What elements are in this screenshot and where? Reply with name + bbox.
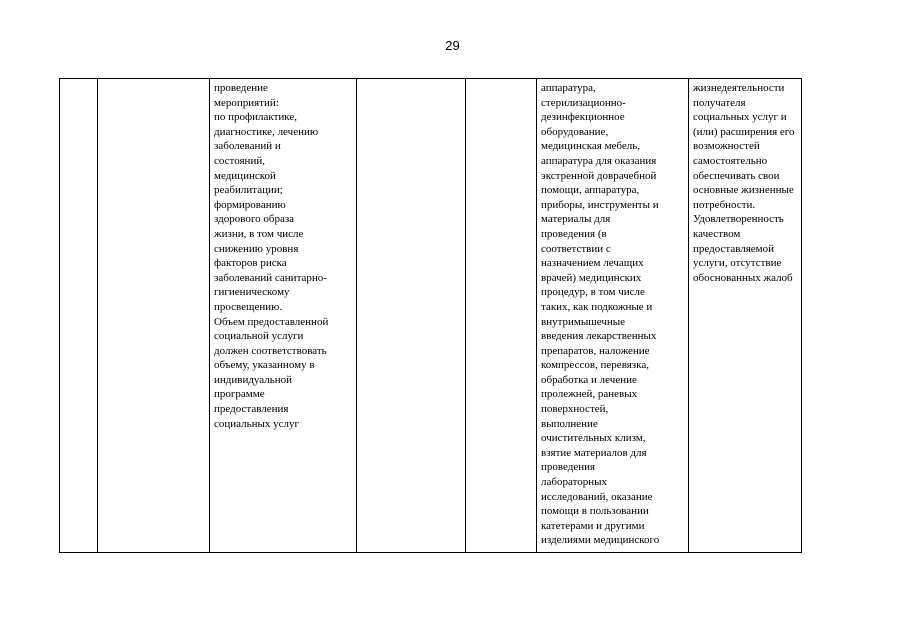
cell-text-line: катетерами и другими <box>541 519 645 532</box>
cell-text-line: соответствии с <box>541 242 611 255</box>
cell-service-name <box>98 79 210 553</box>
services-table <box>59 78 802 553</box>
cell-text-line: заболеваний и <box>214 140 281 153</box>
cell-text-line: предоставления <box>214 403 289 416</box>
cell-text-line: здорового образа <box>214 213 295 226</box>
table-row <box>60 79 802 553</box>
cell-text-line: заболеваний санитарно- <box>214 271 327 284</box>
cell-text-line: выполнение <box>541 417 598 430</box>
cell-text-line: помощи в пользовании <box>541 505 649 518</box>
cell-text-line: аппаратура для оказания <box>541 154 657 167</box>
cell-text-line: дезинфекционное <box>541 111 625 124</box>
cell-rate <box>466 79 537 553</box>
cell-quality-indicators <box>689 79 802 553</box>
cell-text-line: возможностей <box>693 140 760 153</box>
cell-text-line: таких, как подкожные и <box>541 300 653 313</box>
cell-text-line: врачей) медицинских <box>541 271 642 284</box>
cell-text-line: компрессов, перевязка, <box>541 359 649 372</box>
cell-text-line: поверхностей, <box>541 403 609 416</box>
cell-text-line: социальных услуг и <box>693 111 787 124</box>
cell-text-line: Объем предоставленной <box>214 315 329 328</box>
cell-text-line: формированию <box>214 198 286 211</box>
cell-text-line: аппаратура, <box>541 82 596 94</box>
cell-text-line: качеством <box>693 227 741 240</box>
cell-text-line: стерилизационно- <box>541 96 626 109</box>
cell-text-line: проведения (в <box>541 227 607 240</box>
cell-text-line: медицинской <box>214 169 276 182</box>
cell-text-line: очистительных клизм, <box>541 432 646 445</box>
cell-text-line: экстренной доврачебной <box>541 169 657 182</box>
cell-text-line: реабилитации; <box>214 184 283 197</box>
cell-text-line: пролежней, раневых <box>541 388 638 401</box>
cell-text-line: обеспечивать свои <box>693 169 780 182</box>
cell-text-line: материалы для <box>541 213 611 226</box>
cell-text-line: Удовлетворенность <box>693 213 784 226</box>
cell-text-line: гигиеническому <box>214 286 290 299</box>
cell-text-line: состояний, <box>214 154 265 167</box>
cell-text-line: помощи, аппаратура, <box>541 184 640 197</box>
cell-text-line: проведения <box>541 461 596 474</box>
cell-text-line: мероприятий: <box>214 96 279 109</box>
cell-text-line: жизнедеятельности <box>693 82 785 94</box>
cell-text-line: по профилактике, <box>214 111 298 124</box>
cell-text-line: факторов риска <box>214 257 287 270</box>
cell-text-line: социальной услуги <box>214 330 304 343</box>
cell-text-line: внутримышечные <box>541 315 626 328</box>
cell-text-line: медицинская мебель, <box>541 140 641 153</box>
cell-text-line: обоснованных жалоб <box>693 271 793 284</box>
cell-text-line: лабораторных <box>541 476 608 489</box>
cell-text-line: самостоятельно <box>693 154 768 167</box>
cell-text-line: должен соответствовать <box>214 344 327 357</box>
cell-text-line: просвещению. <box>214 300 283 313</box>
cell-text-line: потребности. <box>693 198 756 211</box>
cell-text-line: объему, указанному в <box>214 359 315 372</box>
cell-service-description <box>210 79 357 553</box>
cell-text-line: социальных услуг <box>214 417 300 430</box>
cell-text-line: программе <box>214 388 265 401</box>
cell-text-line: (или) расширения его <box>693 125 795 138</box>
cell-text-line: изделиями медицинского <box>541 534 660 547</box>
cell-text-line: индивидуальной <box>214 373 293 386</box>
cell-text-line: основные жизненные <box>693 184 794 197</box>
cell-text-line: снижению уровня <box>214 242 299 255</box>
cell-text-line: проведение <box>214 82 268 94</box>
cell-text-line: препаратов, наложение <box>541 344 650 357</box>
page-number: 29 <box>445 38 460 53</box>
cell-text-line: процедур, в том числе <box>541 286 645 299</box>
cell-text-line: диагностике, лечению <box>214 125 319 138</box>
cell-text-line: жизни, в том числе <box>214 227 304 240</box>
cell-text-line: обработка и лечение <box>541 373 637 386</box>
cell-number <box>60 79 98 553</box>
cell-deadline <box>357 79 466 553</box>
cell-text-line: услуги, отсутствие <box>693 257 782 270</box>
cell-text-line: получателя <box>693 96 746 109</box>
cell-conditions <box>537 79 689 553</box>
cell-text-line: введения лекарственных <box>541 330 657 343</box>
cell-text-line: исследований, оказание <box>541 490 653 503</box>
cell-text-line: взятие материалов для <box>541 446 647 459</box>
cell-text-line: предоставляемой <box>693 242 775 255</box>
cell-text-line: приборы, инструменты и <box>541 198 659 211</box>
cell-text-line: назначением лечащих <box>541 257 644 270</box>
cell-text-line: оборудование, <box>541 125 609 138</box>
